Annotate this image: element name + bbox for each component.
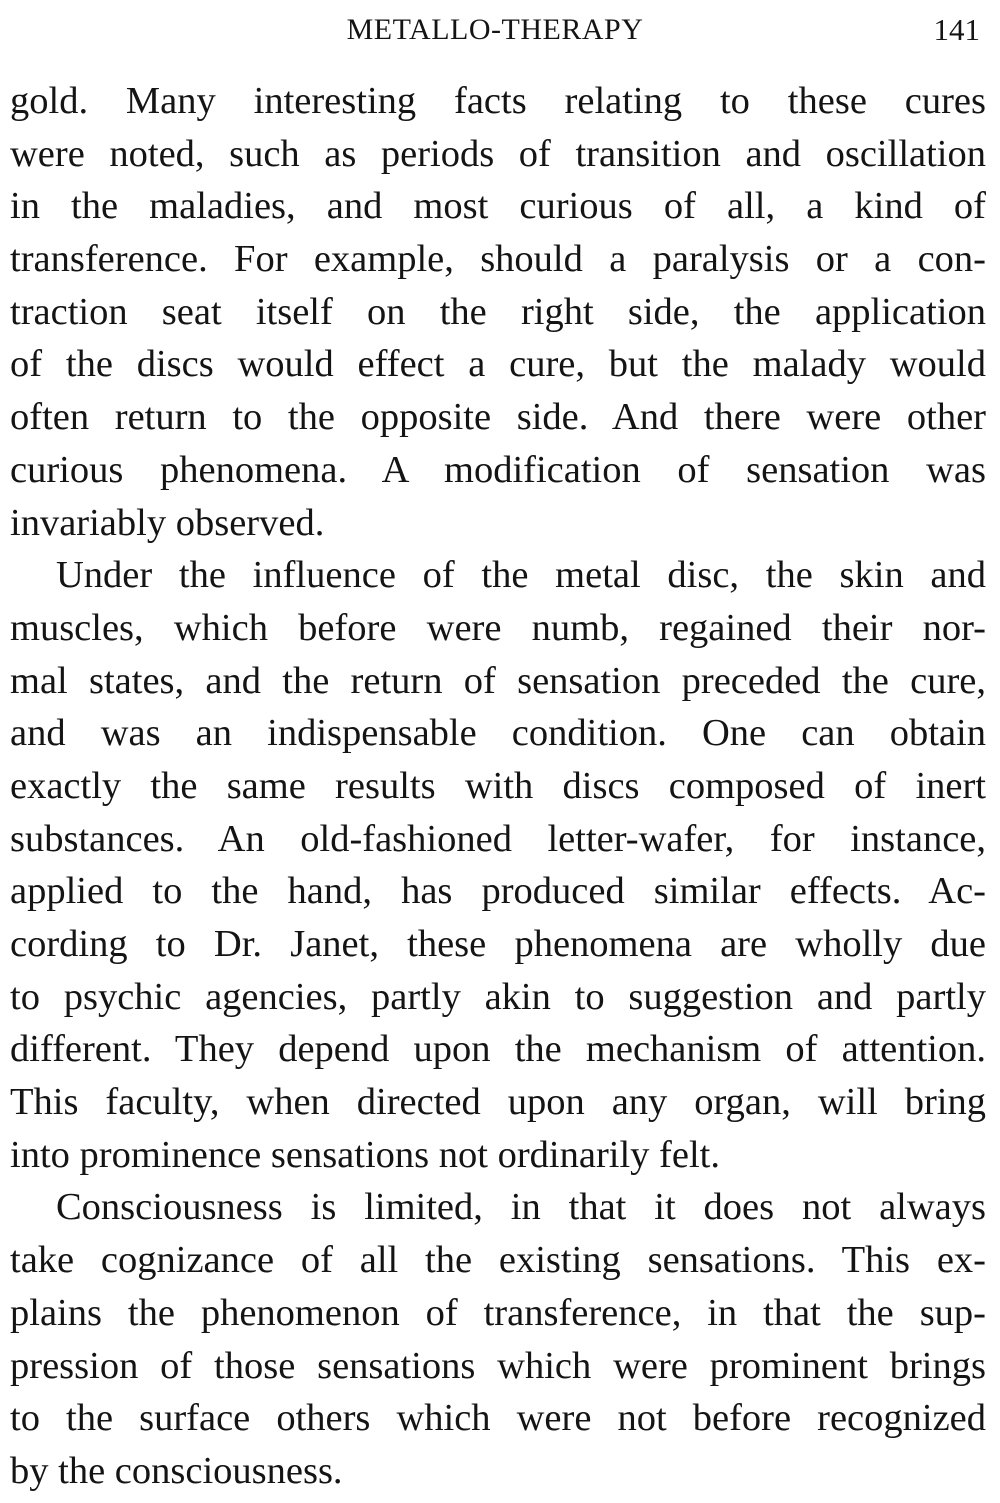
text-line: often return to the opposite side. And there were other bbox=[10, 396, 986, 439]
text-line: were noted, such as periods of transition and oscillation bbox=[10, 132, 986, 175]
running-title: METALLO-THERAPY bbox=[346, 13, 644, 46]
text-line: cording to Dr. Janet, these phenomena are wholly due bbox=[10, 923, 986, 965]
text-line: curious phenomena. A modification of sensation was bbox=[10, 448, 986, 491]
body-text bbox=[10, 75, 986, 1498]
text-line: and was an indispensable condition. One can obtain bbox=[10, 712, 986, 755]
text-line: pression of those sensations which were prominent brings bbox=[10, 1344, 986, 1387]
text-line: in the maladies, and most curious of all, a kind of bbox=[10, 185, 986, 228]
text-line: to psychic agencies, partly akin to suggestion and partly bbox=[10, 975, 986, 1018]
paragraph-end-line: by the consciousness. bbox=[10, 1449, 343, 1492]
text-line: This faculty, when directed upon any organ, will bring bbox=[10, 1081, 986, 1124]
text-line: take cognizance of all the existing sensations. This ex- bbox=[10, 1239, 986, 1282]
text-line: substances. An old-fashioned letter-wafer, for instance, bbox=[10, 817, 986, 860]
paragraph-end-line: into prominence sensations not ordinarily felt. bbox=[10, 1133, 720, 1176]
paragraph-start-line: Under the influence of the metal disc, the skin and bbox=[56, 554, 986, 597]
paragraph-end-line: invariably observed. bbox=[10, 501, 325, 544]
text-line: transference. For example, should a paralysis or a con- bbox=[10, 238, 986, 281]
text-line: muscles, which before were numb, regained their nor- bbox=[10, 606, 986, 649]
text-line: gold. Many interesting facts relating to these cures bbox=[10, 80, 986, 122]
text-line: exactly the same results with discs composed of inert bbox=[10, 764, 986, 807]
text-line: different. They depend upon the mechanism of attention. bbox=[10, 1028, 986, 1071]
page-number: 141 bbox=[933, 12, 980, 47]
text-line: plains the phenomenon of transference, in that the sup- bbox=[10, 1291, 986, 1334]
text-line: traction seat itself on the right side, the application bbox=[10, 290, 986, 333]
paragraph-start-line: Consciousness is limited, in that it does not always bbox=[56, 1186, 986, 1229]
text-line: applied to the hand, has produced similar effects. Ac- bbox=[10, 870, 986, 913]
text-line: to the surface others which were not before recognized bbox=[10, 1397, 986, 1440]
text-line: of the discs would effect a cure, but the malady would bbox=[10, 343, 986, 386]
running-head bbox=[0, 6, 990, 56]
text-line: mal states, and the return of sensation preceded the cure, bbox=[10, 659, 986, 702]
